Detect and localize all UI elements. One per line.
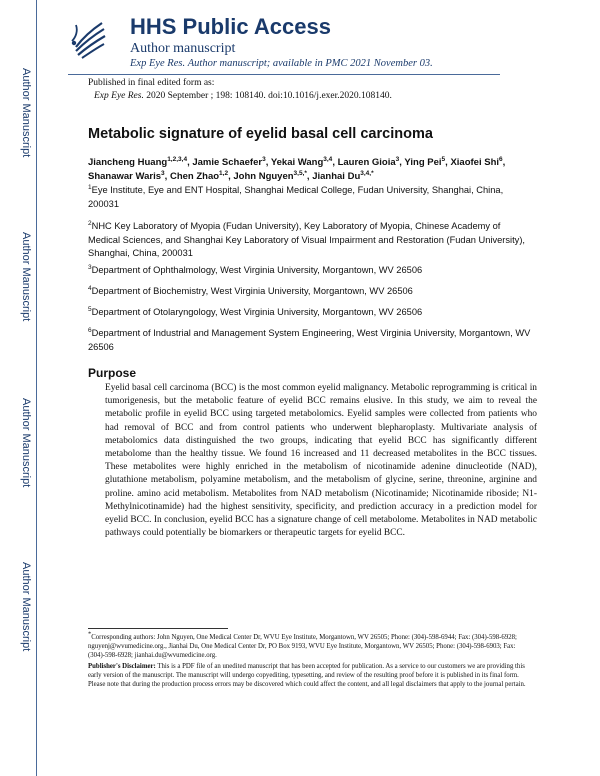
author-name: Jianhai Du	[312, 171, 361, 182]
author-name: Jiancheng Huang	[88, 157, 168, 168]
affiliation-number: 5	[88, 305, 92, 313]
hhs-eagle-logo-icon	[68, 17, 112, 61]
abstract-text: Eyelid basal cell carcinoma (BCC) is the most common eyelid malignancy. Metabolic reprogramming is critical in tumorigenesis, but the metabolic feature of eyelid BCC remains elusive. In this study, we aim to reveal the metabolic profile in eyelid BCC using targeted metabolomics. Eyelid samples were collected from patients who had removal of BCC and from control patients who underwent blepharoplasty. Multivariate analysis of metabolomics data distinguished the two groups, indicating that eyelid BCC has significantly different metabolome than the healthy tissue. We found 16 increased and 11 decreased metabolites in the BCC tissues. These metabolites were highly enriched in the metabolism of nicotinamide adenine dinucleotide (NAD), glutathione metabolism, polyamine metabolism, and the metabolism of glycine, serine, threonine, arginine and proline. amino acid metabolism. Metabolites from NAD metabolism (Nicotinamide; Nicotinamide riboside; N1-Methylnicotinamide) had the highest sensitivity, specificity, and prediction accuracy in a prediction model for eyelid BCC. In conclusion, eyelid BCC has a signature change of cell metabolome. Metabolites in NAD metabolic pathways could potentially be biomarkers or therapeutic targets for eyelid BCC.	[105, 383, 537, 539]
affiliation-number: 4	[88, 284, 92, 292]
disclaimer-footnote	[88, 663, 536, 690]
author-affiliation: 3	[161, 169, 165, 177]
side-label-author-manuscript: Author Manuscript	[20, 232, 32, 322]
margin-divider	[36, 0, 37, 776]
affiliation-4	[88, 285, 533, 299]
author-manuscript-subtitle: Author manuscript	[130, 41, 236, 56]
author-name: Chen Zhao	[169, 171, 220, 182]
affiliation-text: NHC Key Laboratory of Myopia (Fudan University), Key Laboratory of Myopia, Chinese Academy of Medical Sciences, and Shanghai Key Laboratory of Visual Impairment and Restoration (Fudan University), Shanghai, China, 200031	[88, 221, 526, 258]
author-affiliation: 5	[441, 155, 446, 163]
author-name: Xiaofei Shi	[450, 157, 500, 168]
side-label-author-manuscript: Author Manuscript	[20, 398, 32, 488]
hhs-public-access-title: HHS Public Access	[130, 14, 331, 39]
affiliation-3	[88, 264, 533, 278]
author-name: Yekai Wang	[270, 157, 324, 168]
affiliation-number: 1	[88, 183, 92, 191]
journal-name: Exp Eye Res.	[130, 58, 186, 69]
author-name: Shanawar Waris	[88, 171, 162, 182]
affiliation-text: Eye Institute, Eye and ENT Hospital, Shanghai Medical College, Fudan University, Shanghai, China, 200031	[88, 185, 504, 209]
header-divider	[68, 74, 500, 75]
availability-line	[130, 58, 433, 69]
citation-journal: Exp Eye Res.	[94, 91, 144, 101]
author-affiliation: 3	[395, 155, 400, 163]
citation-details: 2020 September ; 198: 108140. doi:10.1016/j.exer.2020.108140.	[146, 91, 392, 101]
affiliation-text: Department of Industrial and Management System Engineering, West Virginia University, Morgantown, WV 26506	[88, 328, 531, 352]
author-name: Lauren Gioia	[337, 157, 396, 168]
citation-line	[94, 91, 392, 101]
side-label-author-manuscript: Author Manuscript	[20, 562, 32, 652]
author-affiliation: 1,2,3,4	[167, 155, 188, 163]
section-heading: Purpose	[88, 366, 137, 380]
affiliation-1	[88, 184, 533, 211]
author-affiliation: 3	[262, 155, 266, 163]
author-affiliation: 3,4,*	[360, 169, 374, 177]
footnote-divider	[88, 628, 228, 629]
author-list: Jiancheng Huang$^{1,2,3,4}$, Jamie Schaefer$^3$, Yekai Wang$^{3,4}$, Lauren Gioia$^3$, Ying Pei$^5$, Xiaofei Shi$^6$, Shanawar Waris$^3$, Chen Zhao$^{1,2}$, John Nguyen$^{3,5,*}$, Jianhai $Du^{3,4,*}$	[88, 155, 506, 182]
affiliation-2	[88, 220, 533, 261]
author-affiliation: 3,5,*	[293, 169, 307, 177]
corresponding-text: Corresponding authors: John Nguyen, One Medical Center Dr, WVU Eye Institute, Morgantown, WV 26505; Phone: (304)-598-6944; Fax: (304)-598-6928; nguyenj@wvumedicine.org., Jianhai Du, One Medical Center Dr, PO Box 9193, WVU Eye Institute, Morgantown, WV 26505; Phone: (304)-598-6903; Fax: (304)-598-6928; jianhai.du@wvumedicine.org.	[88, 634, 517, 659]
side-label-author-manuscript: Author Manuscript	[20, 68, 32, 158]
availability-text: Author manuscript; available in PMC 2021 November 03.	[187, 58, 433, 69]
corresponding-footnote: *Corresponding authors: John Nguyen, One Medical Center Dr, WVU Eye Institute, Morgantown, WV 26505; Phone: (304)-598-6944; Fax: (304)-598-6928; nguyenj@wvumedicine.org., Jianhai Du, One Medical Center Dr, PO Box 9193, WVU Eye Institute, Morgantown, WV 26505; Phone: (304)-598-6903; Fax: (304)-598-6928; jianhai.du@wvumedicine.org.	[88, 630, 517, 659]
affiliation-number: 2	[88, 219, 92, 227]
affiliation-5	[88, 306, 533, 320]
disclaimer-text: This is a PDF file of an unedited manuscript that has been accepted for publication. As a service to our customers we are providing this early version of the manuscript. The manuscript will undergo copyediting, typesetting, and review of the resulting proof before it is published in its final form. Please note that during the production process errors may be discovered which could affect the content, and all legal disclaimers that apply to the journal pertain.	[88, 663, 526, 688]
author-affiliation: 1,2	[219, 169, 229, 177]
author-name: Ying Pei	[404, 157, 442, 168]
disclaimer-label: Publisher's Disclaimer:	[88, 663, 156, 670]
author-affiliation: 3,4	[323, 155, 333, 163]
author-name: Jamie Schaefer	[192, 157, 263, 168]
affiliation-text: Department of Biochemistry, West Virginia University, Morgantown, WV 26506	[91, 286, 413, 296]
affiliation-text: Department of Otolaryngology, West Virginia University, Morgantown, WV 26506	[91, 307, 423, 317]
published-label: Published in final edited form as:	[88, 78, 215, 88]
article-title: Metabolic signature of eyelid basal cell carcinoma	[88, 126, 433, 142]
affiliation-number: 3	[88, 263, 92, 271]
author-affiliation: 6	[499, 155, 503, 163]
affiliation-text: Department of Ophthalmology, West Virginia University, Morgantown, WV 26506	[91, 265, 423, 275]
affiliation-number: 6	[88, 326, 92, 334]
affiliation-6	[88, 327, 533, 354]
author-name: John Nguyen	[233, 171, 294, 182]
